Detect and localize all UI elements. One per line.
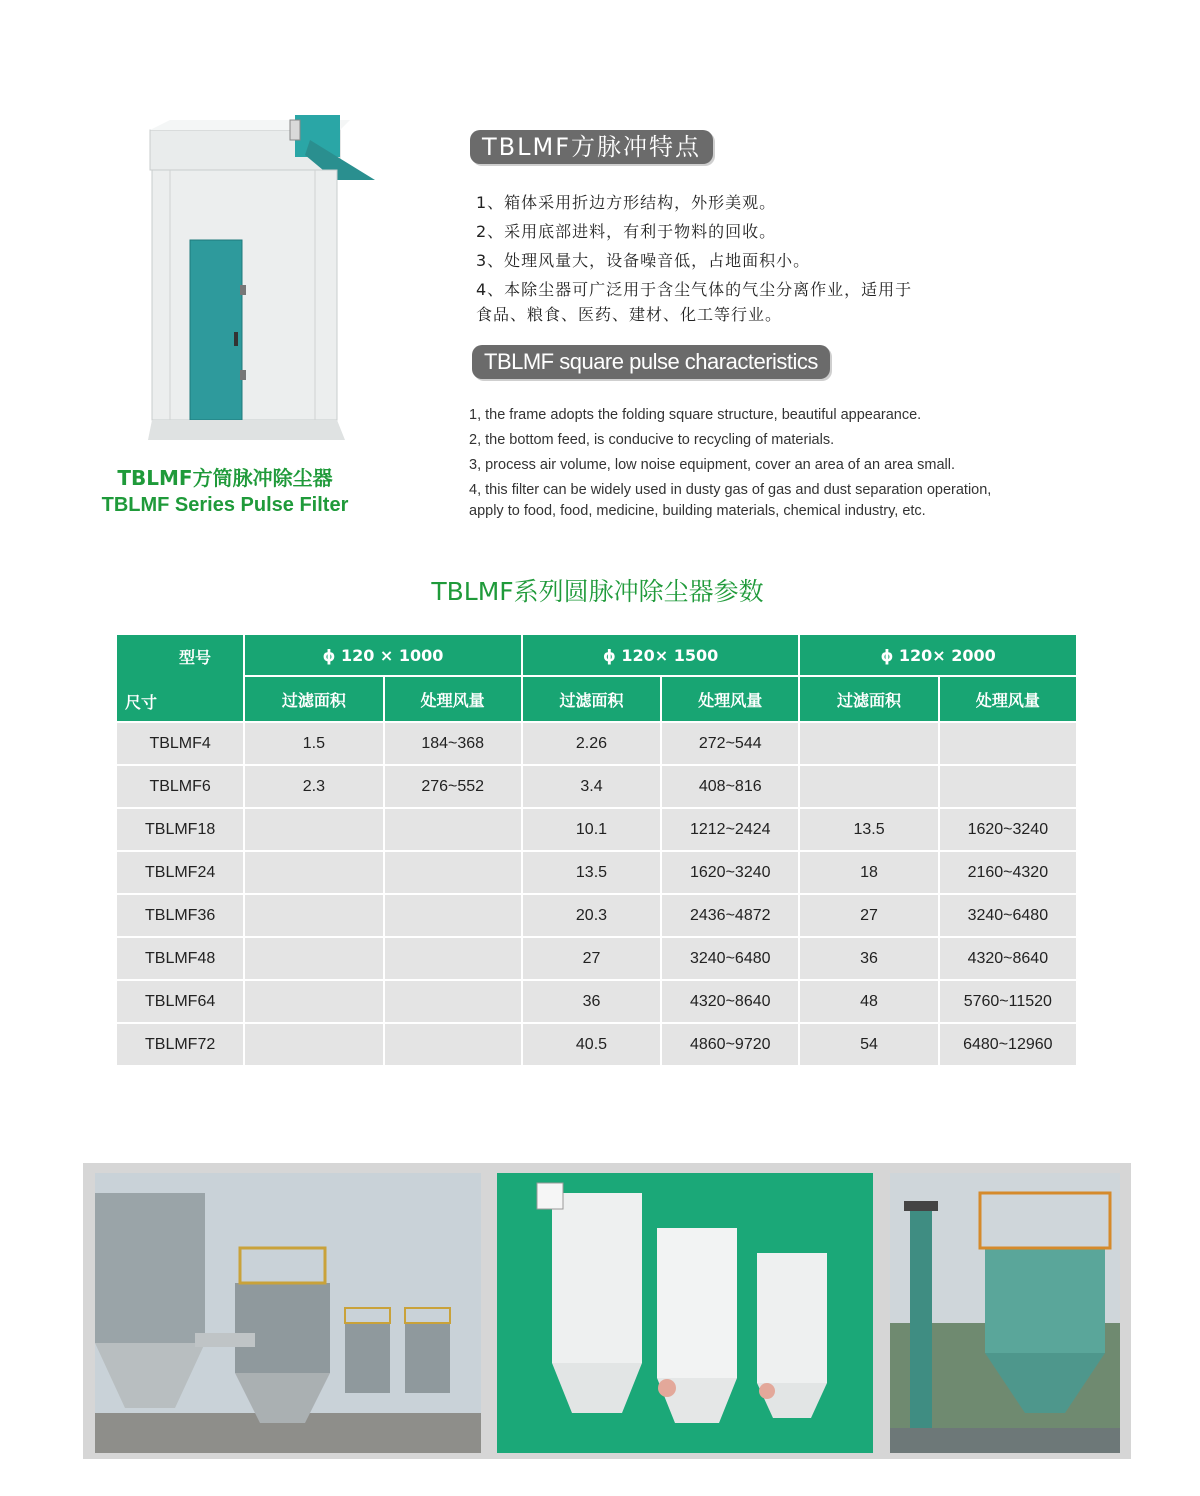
flow-cell: 2436~4872 — [662, 895, 798, 936]
flow-cell: 1620~3240 — [662, 852, 798, 893]
model-cell: TBLMF4 — [117, 723, 243, 764]
flow-cell: 3240~6480 — [662, 938, 798, 979]
model-cell: TBLMF6 — [117, 766, 243, 807]
sub-header-area: 过滤面积 — [245, 677, 382, 721]
flow-cell: 4320~8640 — [662, 981, 798, 1022]
table-row — [117, 981, 1076, 1022]
model-cell: TBLMF18 — [117, 809, 243, 850]
area-cell: 40.5 — [523, 1024, 660, 1065]
feature-cn-item: 1、箱体采用折边方形结构，外形美观。 — [476, 193, 777, 212]
model-cell: TBLMF24 — [117, 852, 243, 893]
flow-cell: 2160~4320 — [940, 852, 1076, 893]
table-row — [117, 1024, 1076, 1065]
features-cn-heading: TBLMF方脉冲特点 — [470, 130, 713, 164]
corner-model-label: 型号 — [179, 648, 212, 667]
site-photo-rooftop — [95, 1173, 481, 1453]
area-cell: 27 — [800, 895, 937, 936]
feature-en-item: 2, the bottom feed, is conducive to recycling of materials. — [469, 432, 835, 448]
flow-cell: 272~544 — [662, 723, 798, 764]
area-cell — [245, 809, 382, 850]
flow-cell: 6480~12960 — [940, 1024, 1076, 1065]
features-en-heading: TBLMF square pulse characteristics — [472, 345, 830, 379]
feature-cn-item: 食品、粮食、医药、建材、化工等行业。 — [476, 305, 783, 324]
site-photo-outdoor — [890, 1173, 1120, 1453]
table-corner-header — [117, 635, 243, 721]
area-cell: 27 — [523, 938, 660, 979]
sub-header-flow: 处理风量 — [385, 677, 521, 721]
features-cn-list — [476, 188, 912, 329]
area-cell: 3.4 — [523, 766, 660, 807]
model-cell: TBLMF64 — [117, 981, 243, 1022]
flow-cell — [940, 723, 1076, 764]
flow-cell: 1620~3240 — [940, 809, 1076, 850]
table-body — [117, 723, 1076, 1065]
area-cell: 36 — [523, 981, 660, 1022]
flow-cell: 5760~11520 — [940, 981, 1076, 1022]
flow-cell: 276~552 — [385, 766, 521, 807]
area-cell: 18 — [800, 852, 937, 893]
sub-header-flow: 处理风量 — [940, 677, 1076, 721]
flow-cell: 1212~2424 — [662, 809, 798, 850]
area-cell — [245, 938, 382, 979]
features-en-list — [469, 403, 991, 524]
area-cell — [800, 723, 937, 764]
photo-gallery — [83, 1163, 1131, 1459]
product-caption — [80, 464, 370, 518]
area-cell: 2.26 — [523, 723, 660, 764]
flow-cell: 184~368 — [385, 723, 521, 764]
area-cell: 2.3 — [245, 766, 382, 807]
area-cell — [800, 766, 937, 807]
flow-cell — [385, 981, 521, 1022]
table-row — [117, 895, 1076, 936]
corner-size-label: 尺寸 — [125, 693, 158, 712]
feature-en-item: 1, the frame adopts the folding square structure, beautiful appearance. — [469, 407, 922, 423]
area-cell — [245, 852, 382, 893]
params-table — [115, 633, 1078, 1067]
table-row — [117, 809, 1076, 850]
product-image — [130, 100, 380, 460]
flow-cell — [385, 938, 521, 979]
table-row — [117, 938, 1076, 979]
model-cell: TBLMF36 — [117, 895, 243, 936]
sub-header-area: 过滤面积 — [523, 677, 660, 721]
area-cell — [245, 895, 382, 936]
sub-header-area: 过滤面积 — [800, 677, 937, 721]
feature-en-item: 4, this filter can be widely used in dusty gas of gas and dust separation operation, — [469, 482, 992, 498]
sub-header-flow: 处理风量 — [662, 677, 798, 721]
model-cell: TBLMF48 — [117, 938, 243, 979]
flow-cell — [385, 895, 521, 936]
table-title: TBLMF系列圆脉冲除尘器参数 — [431, 577, 764, 606]
model-cell: TBLMF72 — [117, 1024, 243, 1065]
area-cell: 13.5 — [523, 852, 660, 893]
area-cell: 48 — [800, 981, 937, 1022]
group-header: ϕ 120 × 1000 — [245, 635, 521, 675]
area-cell: 1.5 — [245, 723, 382, 764]
flow-cell — [385, 852, 521, 893]
product-photo-green — [497, 1173, 873, 1453]
table-row — [117, 766, 1076, 807]
flow-cell — [940, 766, 1076, 807]
flow-cell — [385, 809, 521, 850]
flow-cell: 408~816 — [662, 766, 798, 807]
group-header: ϕ 120× 2000 — [800, 635, 1076, 675]
area-cell: 20.3 — [523, 895, 660, 936]
flow-cell: 4860~9720 — [662, 1024, 798, 1065]
group-header: ϕ 120× 1500 — [523, 635, 799, 675]
product-title-en: TBLMF Series Pulse Filter — [101, 494, 349, 516]
table-row — [117, 852, 1076, 893]
area-cell: 13.5 — [800, 809, 937, 850]
area-cell — [245, 981, 382, 1022]
feature-cn-item: 2、采用底部进料，有利于物料的回收。 — [476, 222, 777, 241]
feature-en-item: 3, process air volume, low noise equipment, cover an area of an area small. — [469, 457, 955, 473]
flow-cell: 4320~8640 — [940, 938, 1076, 979]
flow-cell: 3240~6480 — [940, 895, 1076, 936]
area-cell: 36 — [800, 938, 937, 979]
product-title-cn: TBLMF方筒脉冲除尘器 — [117, 466, 333, 490]
feature-cn-item: 3、处理风量大，设备噪音低，占地面积小。 — [476, 251, 811, 270]
table-row — [117, 723, 1076, 764]
feature-cn-item: 4、本除尘器可广泛用于含尘气体的气尘分离作业，适用于 — [476, 280, 913, 299]
area-cell: 10.1 — [523, 809, 660, 850]
area-cell: 54 — [800, 1024, 937, 1065]
area-cell — [245, 1024, 382, 1065]
feature-en-item: apply to food, food, medicine, building materials, chemical industry, etc. — [469, 503, 926, 519]
flow-cell — [385, 1024, 521, 1065]
